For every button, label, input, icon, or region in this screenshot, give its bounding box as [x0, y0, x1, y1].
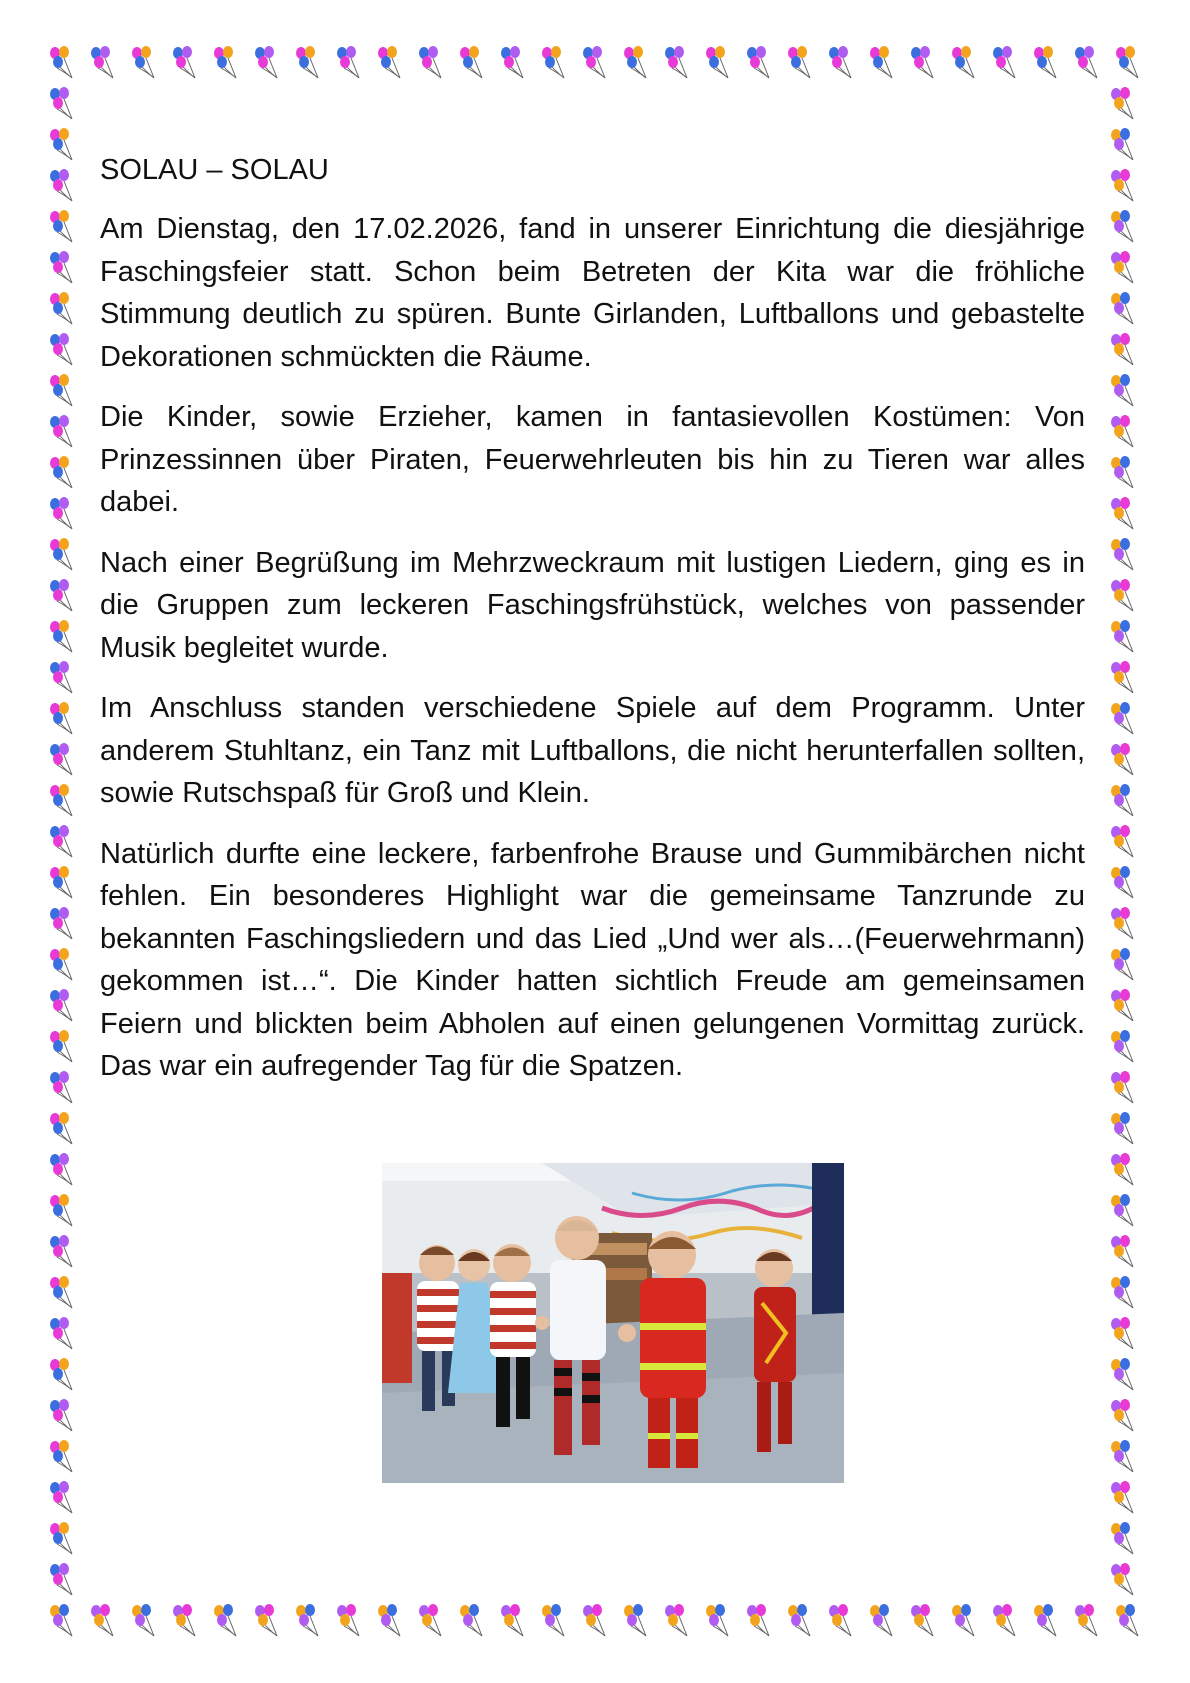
balloon-bunch-icon — [50, 661, 72, 693]
balloon-bunch-icon — [173, 46, 195, 78]
balloon-bunch-icon — [50, 1112, 72, 1144]
paragraph-4: Im Anschluss standen verschiedene Spiele auf dem Programm. Unter anderem Stuhltanz, ein Tanz mit Luftballons, die nicht herunterfallen sollten, sowie Rutschspaß für Groß und Klein. — [100, 692, 1085, 809]
balloon-bunch-icon — [501, 46, 523, 78]
balloon-bunch-icon — [1111, 456, 1133, 488]
balloon-bunch-icon — [1111, 1317, 1133, 1349]
balloon-bunch-icon — [50, 825, 72, 857]
balloon-bunch-icon — [50, 1235, 72, 1267]
balloon-bunch-icon — [419, 1604, 441, 1636]
balloon-bunch-icon — [50, 1481, 72, 1513]
balloon-bunch-icon — [583, 46, 605, 78]
balloon-bunch-icon — [378, 46, 400, 78]
party-photo — [382, 1163, 844, 1483]
balloon-bunch-icon — [624, 1604, 646, 1636]
balloon-bunch-icon — [50, 456, 72, 488]
balloon-bunch-icon — [50, 46, 72, 78]
balloon-bunch-icon — [1034, 46, 1056, 78]
balloon-bunch-icon — [50, 1440, 72, 1472]
balloon-bunch-icon — [1111, 1481, 1133, 1513]
balloon-bunch-icon — [50, 784, 72, 816]
balloon-bunch-icon — [50, 1194, 72, 1226]
balloon-bunch-icon — [337, 46, 359, 78]
balloon-bunch-icon — [1116, 1604, 1138, 1636]
article — [100, 150, 1085, 1106]
balloon-bunch-icon — [50, 374, 72, 406]
balloon-bunch-icon — [993, 1604, 1015, 1636]
balloon-bunch-icon — [829, 46, 851, 78]
balloon-bunch-icon — [50, 292, 72, 324]
balloon-bunch-icon — [50, 333, 72, 365]
balloon-bunch-icon — [378, 1604, 400, 1636]
balloon-bunch-icon — [50, 169, 72, 201]
balloon-bunch-icon — [50, 620, 72, 652]
balloon-bunch-icon — [50, 907, 72, 939]
balloon-bunch-icon — [50, 87, 72, 119]
page-title: SOLAU – SOLAU — [100, 154, 329, 186]
balloon-bunch-icon — [788, 46, 810, 78]
balloon-bunch-icon — [1111, 1030, 1133, 1062]
balloon-bunch-icon — [50, 1276, 72, 1308]
balloon-bunch-icon — [542, 1604, 564, 1636]
balloon-bunch-icon — [542, 46, 564, 78]
balloon-bunch-icon — [1111, 1358, 1133, 1390]
balloon-bunch-icon — [50, 251, 72, 283]
balloon-bunch-icon — [1111, 292, 1133, 324]
balloon-bunch-icon — [788, 1604, 810, 1636]
balloon-bunch-icon — [50, 1604, 72, 1636]
balloon-bunch-icon — [1111, 784, 1133, 816]
balloon-bunch-icon — [747, 46, 769, 78]
balloon-bunch-icon — [1111, 538, 1133, 570]
balloon-bunch-icon — [1111, 661, 1133, 693]
balloon-bunch-icon — [50, 1153, 72, 1185]
balloon-bunch-icon — [1111, 1276, 1133, 1308]
balloon-bunch-icon — [1111, 333, 1133, 365]
balloon-bunch-icon — [870, 46, 892, 78]
balloon-bunch-icon — [952, 46, 974, 78]
balloon-bunch-icon — [1111, 702, 1133, 734]
balloon-bunch-icon — [665, 1604, 687, 1636]
balloon-bunch-icon — [50, 1399, 72, 1431]
balloon-bunch-icon — [1111, 1112, 1133, 1144]
balloon-bunch-icon — [870, 1604, 892, 1636]
balloon-bunch-icon — [460, 1604, 482, 1636]
balloon-bunch-icon — [50, 210, 72, 242]
balloon-bunch-icon — [50, 866, 72, 898]
balloon-bunch-icon — [255, 46, 277, 78]
balloon-bunch-icon — [50, 1071, 72, 1103]
paragraph-1: Am Dienstag, den 17.02.2026, fand in unserer Einrichtung die diesjährige Faschingsfeier statt. Schon beim Betreten der Kita war die fröhliche Stimmung deutlich zu spüren. Bunte Girlanden, Luftballons und gebastelte Dekorationen schmückten die Räume. — [100, 213, 1085, 373]
balloon-bunch-icon — [1116, 46, 1138, 78]
balloon-bunch-icon — [1111, 169, 1133, 201]
balloon-bunch-icon — [296, 1604, 318, 1636]
balloon-bunch-icon — [1075, 1604, 1097, 1636]
party-photo-illustration — [382, 1163, 844, 1483]
balloon-bunch-icon — [50, 415, 72, 447]
balloon-bunch-icon — [1111, 1071, 1133, 1103]
balloon-bunch-icon — [1111, 1440, 1133, 1472]
balloon-bunch-icon — [624, 46, 646, 78]
balloon-bunch-icon — [1034, 1604, 1056, 1636]
balloon-bunch-icon — [1111, 1153, 1133, 1185]
balloon-bunch-icon — [173, 1604, 195, 1636]
balloon-bunch-icon — [91, 46, 113, 78]
balloon-bunch-icon — [911, 46, 933, 78]
balloon-bunch-icon — [1111, 989, 1133, 1021]
balloon-bunch-icon — [1075, 46, 1097, 78]
balloon-bunch-icon — [50, 1317, 72, 1349]
balloon-bunch-icon — [706, 1604, 728, 1636]
balloon-bunch-icon — [829, 1604, 851, 1636]
balloon-bunch-icon — [1111, 1194, 1133, 1226]
balloon-bunch-icon — [1111, 907, 1133, 939]
balloon-bunch-icon — [1111, 1399, 1133, 1431]
balloon-bunch-icon — [1111, 497, 1133, 529]
paragraph-2: Die Kinder, sowie Erzieher, kamen in fantasievollen Kostümen: Von Prinzessinnen über Piraten, Feuerwehrleuten bis hin zu Tieren war alles dabei. — [100, 401, 1085, 518]
paragraph-3: Nach einer Begrüßung im Mehrzweckraum mit lustigen Liedern, ging es in die Gruppen zum leckeren Faschingsfrühstück, welches von passender Musik begleitet wurde. — [100, 546, 1085, 664]
balloon-bunch-icon — [255, 1604, 277, 1636]
balloon-bunch-icon — [501, 1604, 523, 1636]
balloon-bunch-icon — [214, 46, 236, 78]
balloon-bunch-icon — [419, 46, 441, 78]
balloon-bunch-icon — [1111, 87, 1133, 119]
balloon-bunch-icon — [50, 128, 72, 160]
balloon-bunch-icon — [1111, 866, 1133, 898]
balloon-bunch-icon — [50, 702, 72, 734]
balloon-bunch-icon — [50, 1358, 72, 1390]
balloon-bunch-icon — [1111, 1235, 1133, 1267]
balloon-bunch-icon — [1111, 1522, 1133, 1554]
balloon-bunch-icon — [1111, 948, 1133, 980]
balloon-bunch-icon — [50, 989, 72, 1021]
balloon-bunch-icon — [1111, 374, 1133, 406]
balloon-bunch-icon — [50, 1563, 72, 1595]
balloon-bunch-icon — [50, 948, 72, 980]
balloon-bunch-icon — [1111, 825, 1133, 857]
balloon-bunch-icon — [706, 46, 728, 78]
balloon-bunch-icon — [50, 497, 72, 529]
balloon-bunch-icon — [50, 1030, 72, 1062]
balloon-bunch-icon — [50, 579, 72, 611]
balloon-bunch-icon — [1111, 210, 1133, 242]
balloon-bunch-icon — [132, 46, 154, 78]
balloon-bunch-icon — [214, 1604, 236, 1636]
balloon-bunch-icon — [50, 743, 72, 775]
balloon-bunch-icon — [50, 538, 72, 570]
balloon-bunch-icon — [337, 1604, 359, 1636]
balloon-bunch-icon — [911, 1604, 933, 1636]
balloon-bunch-icon — [50, 1522, 72, 1554]
balloon-bunch-icon — [1111, 415, 1133, 447]
balloon-bunch-icon — [993, 46, 1015, 78]
balloon-bunch-icon — [665, 46, 687, 78]
balloon-bunch-icon — [1111, 251, 1133, 283]
balloon-bunch-icon — [91, 1604, 113, 1636]
balloon-bunch-icon — [460, 46, 482, 78]
balloon-bunch-icon — [296, 46, 318, 78]
balloon-bunch-icon — [1111, 1563, 1133, 1595]
balloon-bunch-icon — [132, 1604, 154, 1636]
paragraph-5: Natürlich durfte eine leckere, farbenfrohe Brause und Gummibärchen nicht fehlen. Ein besonderes Highlight war die gemeinsame Tanzrunde zu bekannten Faschingsliedern und das Lied „Und wer als…(Feuerwehrmann) gekommen ist…“. Die Kinder hatten sichtlich Freude am gemeinsamen Feiern und blickten beim Abholen auf einen gelungenen Vormittag zurück. Das war ein aufregender Tag für die Spatzen. — [100, 837, 1085, 1082]
balloon-bunch-icon — [952, 1604, 974, 1636]
balloon-bunch-icon — [1111, 579, 1133, 611]
balloon-bunch-icon — [1111, 743, 1133, 775]
balloon-bunch-icon — [1111, 620, 1133, 652]
balloon-bunch-icon — [747, 1604, 769, 1636]
balloon-bunch-icon — [1111, 128, 1133, 160]
balloon-bunch-icon — [583, 1604, 605, 1636]
